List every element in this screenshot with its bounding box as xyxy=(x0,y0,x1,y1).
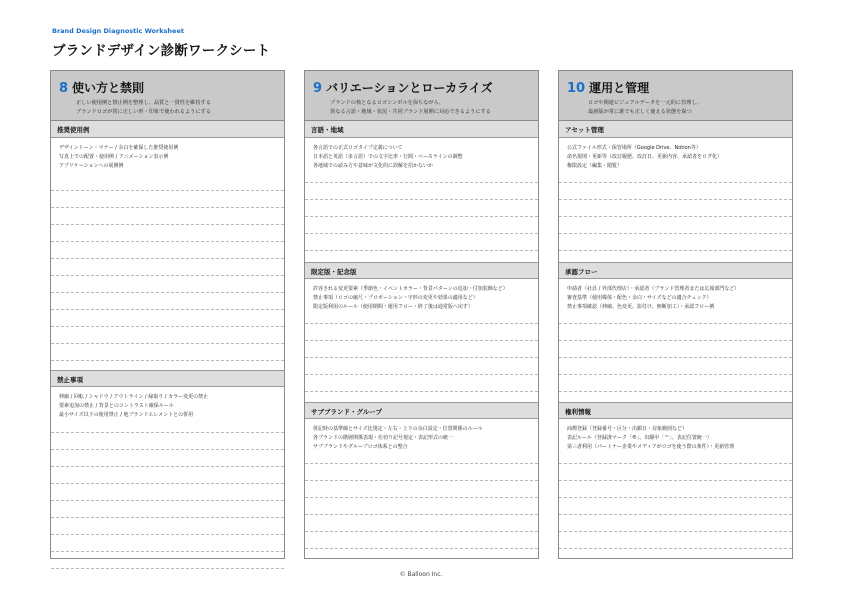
writing-line xyxy=(51,275,284,276)
writing-line xyxy=(51,343,284,344)
writing-line xyxy=(305,216,538,217)
section-line: 命名規則・更新等（改訂履歴、改訂日、更新内容、承認者をログ化） xyxy=(567,154,723,160)
writing-line xyxy=(51,466,284,467)
worksheet-columns xyxy=(50,70,793,559)
writing-line xyxy=(305,374,538,375)
column-description xyxy=(76,99,284,117)
description-line: ブランドロゴが常に正しい形・印象で使われるようにする xyxy=(76,109,211,116)
writing-line xyxy=(51,292,284,293)
section-line: 権限設定（編集・閲覧） xyxy=(567,163,623,169)
writing-line xyxy=(305,199,538,200)
copyright-footer: © Balloon Inc. xyxy=(399,571,443,578)
writing-line xyxy=(305,514,538,515)
writing-line xyxy=(559,250,792,251)
section-line: 審査基準（使用媒体・配色・余白・サイズなどの適合チェック） xyxy=(567,295,712,301)
section-line: アプリケーションへの展開例 xyxy=(59,163,124,169)
writing-line xyxy=(51,190,284,191)
column-header xyxy=(305,71,538,121)
section-body-recommended[interactable] xyxy=(51,138,284,370)
column-title: バリエーションとローカライズ xyxy=(326,81,493,95)
writing-line xyxy=(51,241,284,242)
section-heading-rights-info: 権利情報 xyxy=(559,402,792,419)
writing-line xyxy=(51,534,284,535)
writing-line xyxy=(51,551,284,552)
section-body-approval-flow[interactable] xyxy=(559,279,792,402)
writing-line xyxy=(305,250,538,251)
writing-line xyxy=(51,568,284,569)
writing-line xyxy=(51,309,284,310)
column-description xyxy=(330,99,538,117)
section-line: 日本語と英語（多言語）での文字比率・行間・ベースラインの調整 xyxy=(313,154,463,160)
section-line: サブブランドやグループロゴ体系との整合 xyxy=(313,444,408,450)
writing-line xyxy=(51,483,284,484)
section-heading-language-region: 言語・地域 xyxy=(305,121,538,138)
writing-line xyxy=(51,517,284,518)
description-line: 正しい使用例と禁止例を整理し、品質と一貫性を維持する xyxy=(76,100,211,106)
writing-line xyxy=(559,233,792,234)
section-heading-prohibited: 禁止事項 xyxy=(51,370,284,387)
writing-line xyxy=(305,497,538,498)
writing-line xyxy=(559,357,792,358)
column-title: 使い方と禁則 xyxy=(72,81,145,95)
writing-line xyxy=(559,323,792,324)
writing-line xyxy=(51,207,284,208)
writing-line xyxy=(559,514,792,515)
document-header xyxy=(52,27,270,59)
section-line: 併記時の基準線とサイズ比規定・左右・上下の余白設定・位置関係のルール xyxy=(313,426,483,432)
writing-line xyxy=(559,463,792,464)
column-number: 9 xyxy=(313,81,323,96)
section-heading-asset-management: アセット管理 xyxy=(559,121,792,138)
writing-line xyxy=(51,360,284,361)
section-line: 商標登録（登録番号・区分・出願日・対象範囲など） xyxy=(567,426,688,432)
section-heading-approval-flow: 承認フロー xyxy=(559,262,792,279)
writing-line xyxy=(305,233,538,234)
document-subtitle: Brand Design Diagnostic Worksheet xyxy=(52,27,184,35)
column-usage-rules xyxy=(50,70,285,559)
section-body-language-region[interactable] xyxy=(305,138,538,262)
column-variation-localize xyxy=(304,70,539,559)
description-line: ブランドの核となるロゴシンボルを保ちながら、 xyxy=(330,100,444,106)
column-number: 8 xyxy=(59,81,69,96)
section-text xyxy=(559,419,792,452)
section-line: 禁止事項（ロゴの縮尺・プロポーション・字形の変更や効果の適用など） xyxy=(313,295,478,301)
description-line: 異なる言語・地域・状況・共同ブランド展開に対応できるようにする xyxy=(330,109,491,116)
writing-line xyxy=(559,391,792,392)
section-body-limited-edition[interactable] xyxy=(305,279,538,402)
writing-line xyxy=(559,374,792,375)
writing-line xyxy=(51,224,284,225)
section-body-sub-brand[interactable] xyxy=(305,419,538,559)
section-text xyxy=(305,279,538,312)
description-line: ロゴや関連ビジュアルデータを一元的に管理し、 xyxy=(588,100,702,106)
section-line: 第三者利用（パートナー企業やメディアがロゴを使う際の条件）・更新管理 xyxy=(567,444,735,450)
section-line: 許容される変更要素（季節色・イベントカラー・背景パターンの追加・付加装飾など） xyxy=(313,286,508,292)
section-line: 伸縮 / 回転 / シャドウ / アウトライン / 縁取り / カラー変更の禁止 xyxy=(59,394,209,400)
section-text xyxy=(51,387,284,420)
writing-line xyxy=(305,391,538,392)
column-header xyxy=(559,71,792,121)
section-text xyxy=(305,138,538,171)
writing-line xyxy=(51,326,284,327)
writing-line xyxy=(559,199,792,200)
description-line: 最新版が常に誰でも正しく使える状態を保つ xyxy=(588,109,692,116)
section-body-rights-info[interactable] xyxy=(559,419,792,559)
writing-line xyxy=(559,548,792,549)
section-line: 要素追加の禁止 / 背景とのコントラスト確保ルール xyxy=(59,403,174,409)
section-line: 各ブランドの階層関係表現・仕切り記号規定・表記形式の統一 xyxy=(313,435,454,441)
section-heading-recommended: 推奨使用例 xyxy=(51,121,284,138)
writing-line xyxy=(305,357,538,358)
writing-line xyxy=(559,497,792,498)
section-text xyxy=(559,138,792,171)
document-title: ブランドデザイン診断ワークシート xyxy=(52,43,271,59)
writing-line xyxy=(305,340,538,341)
section-text xyxy=(559,279,792,312)
column-number: 10 xyxy=(567,81,586,96)
section-body-prohibited[interactable] xyxy=(51,387,284,575)
section-line: 申請者（社員 / 外部代理店）・承認者（ブランド管理者または広報部門など） xyxy=(567,286,740,292)
section-line: 禁止事項確認（伸縮、色変更、影付け、無断加工）・承認フロー例 xyxy=(567,304,715,310)
section-line: 限定版利用のルール（使用期間・運用フロー・終了後は通常版へ戻す） xyxy=(313,304,473,310)
section-heading-limited-edition: 限定版・記念版 xyxy=(305,262,538,279)
writing-line xyxy=(559,182,792,183)
section-text xyxy=(305,419,538,452)
writing-line xyxy=(305,463,538,464)
section-text xyxy=(51,138,284,171)
section-body-asset-management[interactable] xyxy=(559,138,792,262)
section-line: デザイントーン・マナー / 余白を確保した推奨使用例 xyxy=(59,145,179,151)
writing-line xyxy=(51,258,284,259)
section-line: 各地域での読み方や意味が文化的に誤解を招かないか xyxy=(313,163,434,169)
column-header xyxy=(51,71,284,121)
writing-line xyxy=(305,548,538,549)
writing-line xyxy=(51,500,284,501)
column-title: 運用と管理 xyxy=(589,81,650,95)
writing-line xyxy=(51,432,284,433)
section-line: 各言語での正式ロゴタイプ定義について xyxy=(313,145,403,151)
writing-line xyxy=(305,182,538,183)
section-line: 写真上での配置・使用例 / アニメーション表示例 xyxy=(59,154,169,160)
section-line: 表記ルール（登録済マーク「®」、出願中「™」、表記位置統一） xyxy=(567,435,712,441)
writing-line xyxy=(559,340,792,341)
writing-line xyxy=(305,323,538,324)
section-line: 最小サイズ以下の使用禁止 / 他ブランドエレメントとの併用 xyxy=(59,412,194,418)
writing-line xyxy=(51,449,284,450)
column-operation-management xyxy=(558,70,793,559)
writing-line xyxy=(559,216,792,217)
section-heading-sub-brand: サブブランド・グループ xyxy=(305,402,538,419)
writing-line xyxy=(559,480,792,481)
writing-line xyxy=(305,531,538,532)
column-description xyxy=(588,99,792,117)
section-line: 公式ファイル形式・保管場所（Google Drive、Notion等） xyxy=(567,145,701,151)
writing-line xyxy=(305,480,538,481)
writing-line xyxy=(559,531,792,532)
